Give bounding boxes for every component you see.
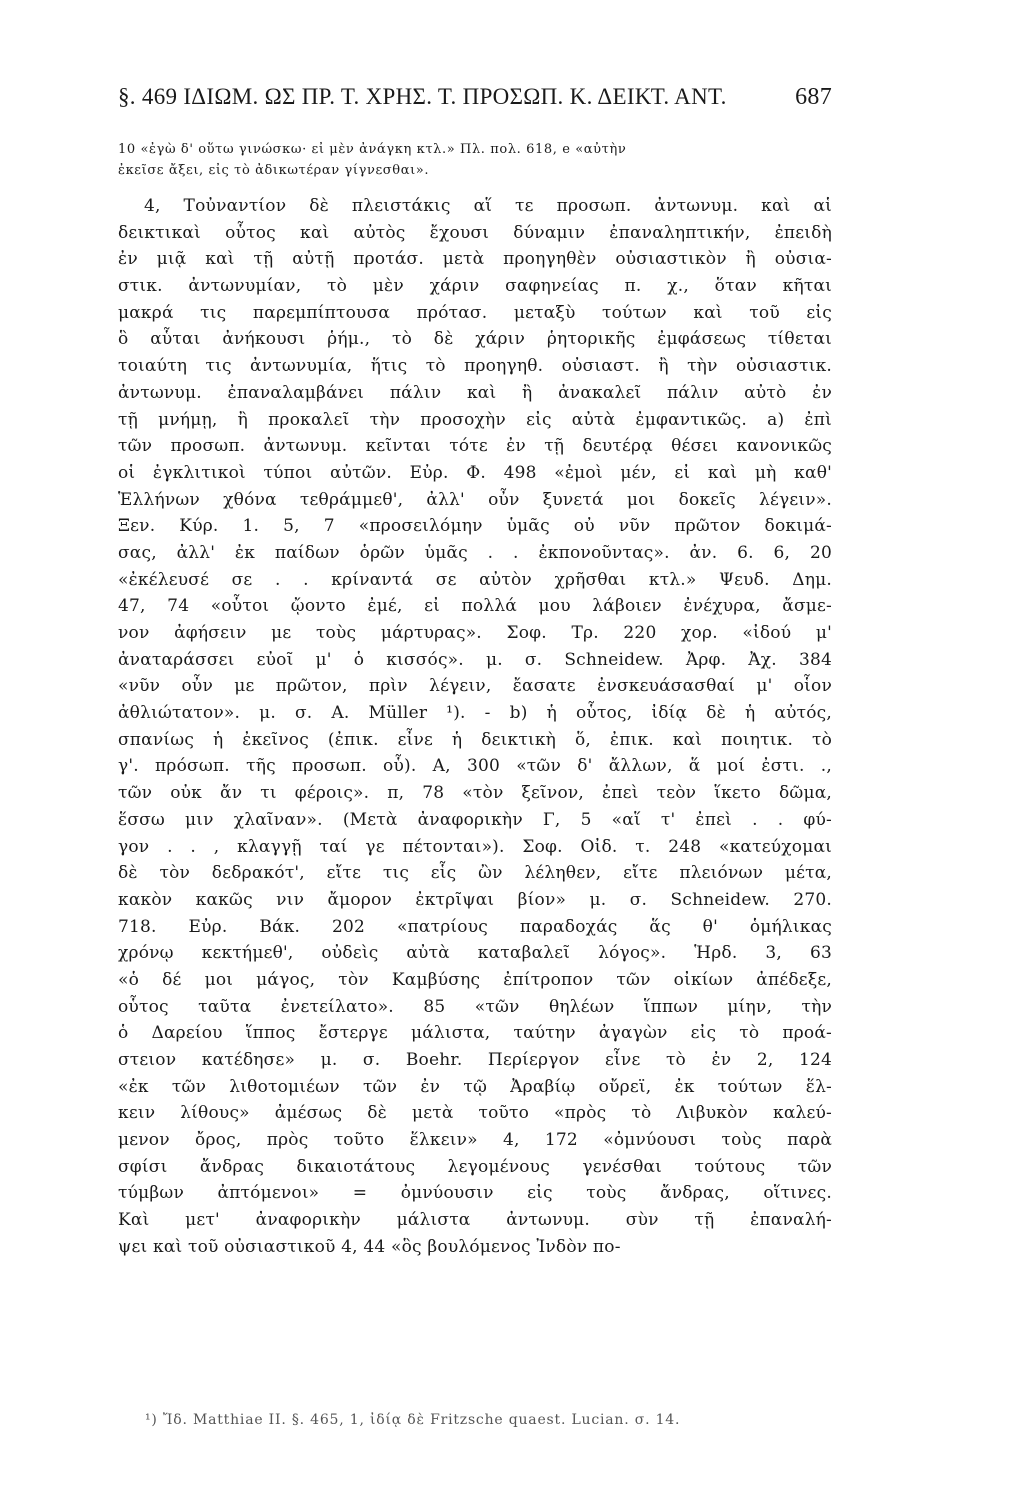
body-text (118, 193, 832, 1261)
body-line: τῶν προσωπ. ἀντωνυμ. κεῖνται τότε ἐν τῇ δευτέρᾳ θέσει κανονικῶς (118, 436, 832, 457)
body-line: ὃ αὗται ἀνήκουσι ῥήμ., τὸ δὲ χάριν ῥητορικῆς ἐμφάσεως τίθεται (118, 329, 832, 350)
page-number: 687 (795, 84, 832, 110)
body-line: στειον κατέδησε» μ. σ. Boehr. Περίεργον εἶνε τὸ ἐν 2, 124 (118, 1050, 832, 1070)
body-line: 4, Τοὐναντίον δὲ πλειστάκις αἵ τε προσωπ. ἀντωνυμ. καὶ αἱ (144, 196, 832, 216)
body-line: 718. Εὐρ. Βάκ. 202 «πατρίους παραδοχάς ἅς θ' ὁμήλικας (118, 916, 832, 937)
body-line: τῇ μνήμῃ, ἢ προκαλεῖ τὴν προσοχὴν εἰς αὐτὰ ἐμφαντικῶς. a) ἐπὶ (118, 409, 832, 430)
body-line: Καὶ μετ' ἀναφορικὴν μάλιστα ἀντωνυμ. σὺν τῇ ἐπαναλή- (118, 1210, 832, 1231)
body-line: ψει καὶ τοῦ οὐσιαστικοῦ 4, 44 «ὃς βουλόμενος Ἰνδὸν πο- (118, 1236, 621, 1257)
body-line: τοιαύτη τις ἀντωνυμία, ἥτις τὸ προηγηθ. οὐσιαστ. ἢ τὴν οὐσιαστικ. (118, 356, 832, 377)
body-line: δεικτικαὶ οὗτος καὶ αὐτὸς ἔχουσι δύναμιν ἐπαναληπτικήν, ἐπειδὴ (118, 222, 832, 243)
body-line: χρόνῳ κεκτήμεθ', οὐδεὶς αὐτὰ καταβαλεῖ λόγος». Ἡρδ. 3, 63 (118, 943, 832, 964)
body-line: «ἐκ τῶν λιθοτομιέων τῶν ἐν τῷ Ἀραβίῳ οὔρεϊ, ἐκ τούτων ἕλ- (118, 1076, 832, 1097)
body-line: οὗτος ταῦτα ἐνετείλατο». 85 «τῶν θηλέων ἵππων μίην, τὴν (118, 996, 832, 1017)
body-line: μακρά τις παρεμπίπτουσα πρότασ. μεταξὺ τούτων καὶ τοῦ εἰς (118, 302, 832, 323)
body-line: «νῦν οὖν με πρῶτον, πρὶν λέγειν, ἔασατε ἐνσκευάσασθαί μ' οἷον (118, 676, 832, 697)
body-line: γον . . , κλαγγῇ ταί γε πέτονται»). Σοφ. Οἰδ. τ. 248 «κατεύχομαι (118, 836, 832, 857)
body-line: γ'. πρόσωπ. τῆς προσωπ. οὗ). Α, 300 «τῶν δ' ἄλλων, ἅ μοί ἐστι. ., (118, 756, 832, 777)
body-line: 47, 74 «οὗτοι ᾤοντο ἐμέ, εἰ πολλά μου λάβοιεν ἐνέχυρα, ἄσμε- (118, 596, 832, 617)
body-line: κακὸν κακῶς νιν ἄμορον ἐκτρῖψαι βίον» μ. σ. Schneidew. 270. (118, 889, 832, 910)
body-line: «ὁ δέ μοι μάγος, τὸν Καμβύσης ἐπίτροπον τῶν οἰκίων ἀπέδεξε, (118, 969, 832, 990)
body-line: Ἑλλήνων χθόνα τεθράμμεθ', ἀλλ' οὖν ξυνετά μοι δοκεῖς λέγειν». (118, 489, 832, 510)
body-line: στικ. ἀντωνυμίαν, τὸ μὲν χάριν σαφηνείας π. χ., ὅταν κῆται (118, 276, 832, 297)
body-line: μενον ὄρος, πρὸς τοῦτο ἕλκειν» 4, 172 «ὀμνύουσι τοὺς παρὰ (118, 1130, 832, 1151)
body-line: Ξεν. Κύρ. 1. 5, 7 «προσειλόμην ὑμᾶς οὐ νῦν πρῶτον δοκιμά- (118, 516, 832, 537)
body-line: σφίσι ἄνδρας δικαιοτάτους λεγομένους γενέσθαι τούτους τῶν (118, 1156, 832, 1177)
body-line: σας, ἀλλ' ἐκ παίδων ὁρῶν ὑμᾶς . . ἐκπονοῦντας». ἀν. 6. 6, 20 (118, 542, 832, 563)
body-line: ἀναταράσσει εὐοῖ μ' ὁ κισσός». μ. σ. Schneidew. Ἀρφ. Ἀχ. 384 (118, 649, 832, 670)
body-line: δὲ τὸν δεδρακότ', εἴτε τις εἷς ὢν λέληθεν, εἴτε πλειόνων μέτα, (118, 863, 832, 884)
body-line: ἕσσω μιν χλαῖναν». (Μετὰ ἀναφορικὴν Γ, 5 «αἵ τ' ἐπεὶ . . φύ- (118, 809, 832, 830)
body-line: τύμβων ἀπτόμενοι» = ὀμνύουσιν εἰς τοὺς ἄνδρας, οἵτινες. (118, 1183, 832, 1204)
body-line: ἀθλιώτατον». μ. σ. A. Müller ¹). - b) ἡ οὗτος, ἰδίᾳ δὲ ἡ αὐτός, (118, 703, 832, 724)
body-line: τῶν οὐκ ἄν τι φέροις». π, 78 «τὸν ξεῖνον, ἐπεὶ τεὸν ἵκετο δῶμα, (118, 783, 832, 804)
body-line: οἱ ἐγκλιτικοὶ τύποι αὐτῶν. Εὐρ. Φ. 498 «ἐμοὶ μέν, εἰ καὶ μὴ καθ' (118, 462, 832, 483)
body-line: ἀντωνυμ. ἐπαναλαμβάνει πάλιν καὶ ἢ ἀνακαλεῖ πάλιν αὐτὸ ἐν (118, 382, 832, 403)
body-line: «ἐκέλευσέ σε . . κρίναντά σε αὐτὸν χρῆσθαι κτλ.» Ψευδ. Δημ. (118, 569, 832, 590)
note-line-2: ἐκεῖσε ἄξει, εἰς τὸ ἀδικωτέραν γίγνεσθαι». (118, 163, 430, 178)
body-line: ὁ Δαρείου ἵππος ἔστεργε μάλιστα, ταύτην ἀγαγὼν εἰς τὸ προά- (118, 1023, 832, 1044)
running-head (118, 84, 832, 111)
body-line: κειν λίθους» ἀμέσως δὲ μετὰ τοῦτο «πρὸς τὸ Λιβυκὸν καλεύ- (118, 1103, 832, 1124)
note-line-1: 10 «ἐγὼ δ' οὕτω γινώσκω· εἰ μὲν ἀνάγκη κτλ.» Πλ. πολ. 618, e «αὐτὴν (118, 142, 627, 157)
body-line: νον ἀφήσειν με τοὺς μάρτυρας». Σοφ. Τρ. 220 χορ. «ἰδού μ' (118, 623, 832, 643)
footnote: ¹) Ἴδ. Matthiae II. §. 465, 1, ἰδίᾳ δὲ Fritzsche quaest. Lucian. σ. 14. (145, 1412, 681, 1428)
footnote-rule (118, 1393, 308, 1394)
body-line: ἐν μιᾷ καὶ τῇ αὐτῇ προτάσ. μετὰ προηγηθὲν οὐσιαστικὸν ἢ οὐσια- (118, 249, 832, 270)
body-line: σπανίως ἡ ἐκεῖνος (ἐπικ. εἶνε ἡ δεικτικὴ ὅ, ἐπικ. καὶ ποιητικ. τὸ (118, 729, 832, 750)
running-head-title: §. 469 ΙΔΙΩΜ. ΩΣ ΠΡ. Τ. ΧΡΗΣ. Τ. ΠΡΟΣΩΠ. Κ. ΔΕΙΚΤ. ΑΝΤ. (118, 84, 727, 109)
